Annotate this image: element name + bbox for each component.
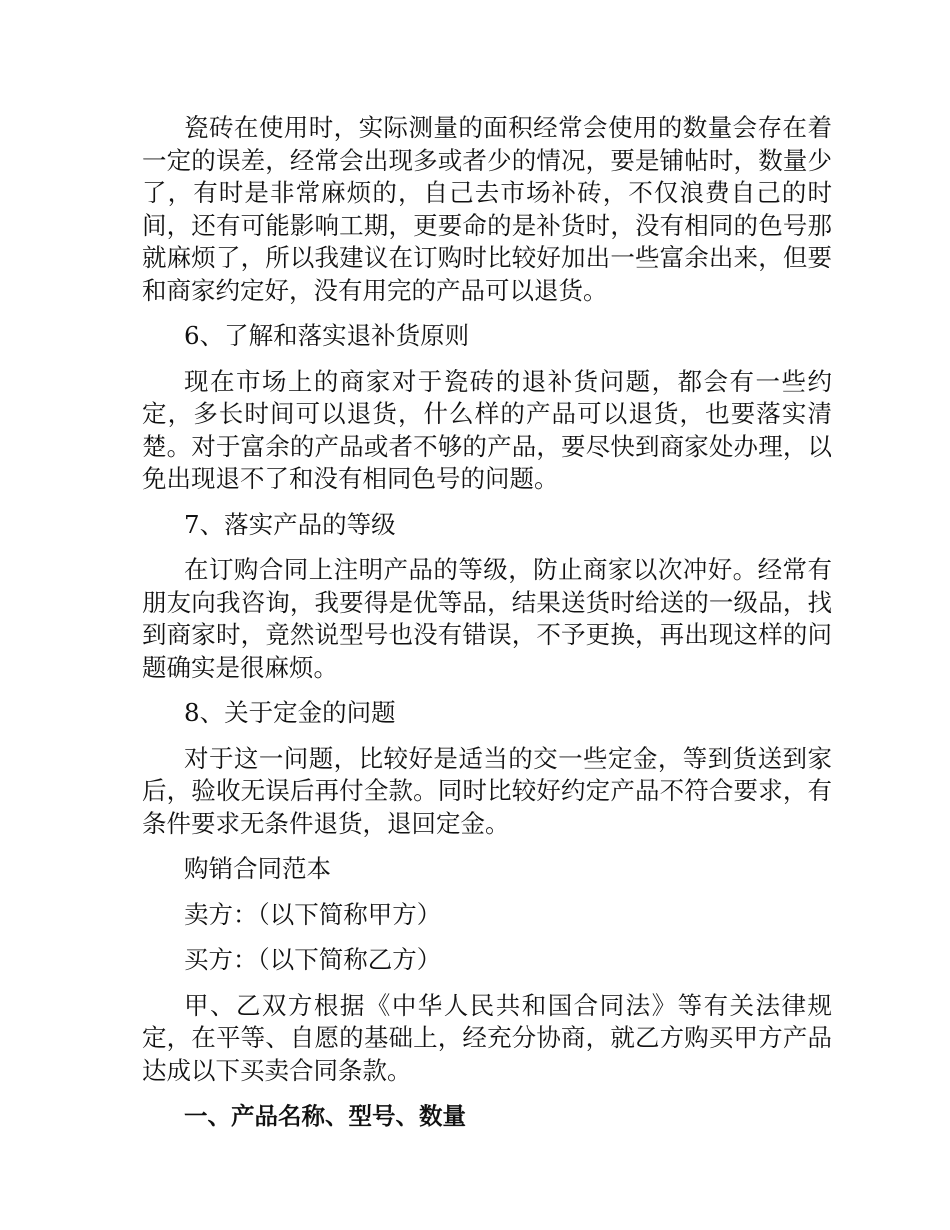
paragraph-tile-quantity-advice: 瓷砖在使用时，实际测量的面积经常会使用的数量会存在着一定的误差，经常会出现多或者少的情况，要是铺帖时，数量少了，有时是非常麻烦的，自己去市场补砖，不仅浪费自己的时间，还有可能影响工期，更要命的是补货时，没有相同的色号那就麻烦了，所以我建议在订购时比较好加出一些富余出来，但要和商家约定好，没有用完的产品可以退货。 xyxy=(142,113,832,305)
paragraph-contract-preamble: 甲、乙双方根据《中华人民共和国合同法》等有关法律规定，在平等、自愿的基础上，经充分协商，就乙方购买甲方产品达成以下买卖合同条款。 xyxy=(142,990,832,1085)
seller-line: 卖方：（以下简称甲方） xyxy=(184,899,442,929)
paragraph-return-policy: 现在市场上的商家对于瓷砖的退补货问题，都会有一些约定，多长时间可以退货，什么样的产品可以退货，也要落实清楚。对于富余的产品或者不够的产品，要尽快到商家处办理，以免出现退不了和没有相同色号的问题。 xyxy=(142,366,832,493)
buyer-line: 买方：（以下简称乙方） xyxy=(184,945,442,974)
heading-return-policy: 6、了解和落实退补货原则 xyxy=(184,321,470,350)
section-heading-product-name: 一、产品名称、型号、数量 xyxy=(184,1102,466,1130)
heading-product-grade: 7、落实产品的等级 xyxy=(184,509,396,539)
paragraph-deposit: 对于这一问题，比较好是适当的交一些定金，等到货送到家后，验收无误后再付全款。同时比较好约定产品不符合要求，有条件要求无条件退货，退回定金。 xyxy=(142,743,832,838)
document-page xyxy=(142,112,832,1146)
heading-deposit: 8、关于定金的问题 xyxy=(184,698,396,727)
paragraph-product-grade: 在订购合同上注明产品的等级，防止商家以次冲好。经常有朋友向我咨询，我要得是优等品，结果送货时给送的一级品，找到商家时，竟然说型号也没有错误，不予更换，再出现这样的问题确实是很麻烦。 xyxy=(142,555,832,682)
contract-template-title: 购销合同范本 xyxy=(184,854,331,883)
